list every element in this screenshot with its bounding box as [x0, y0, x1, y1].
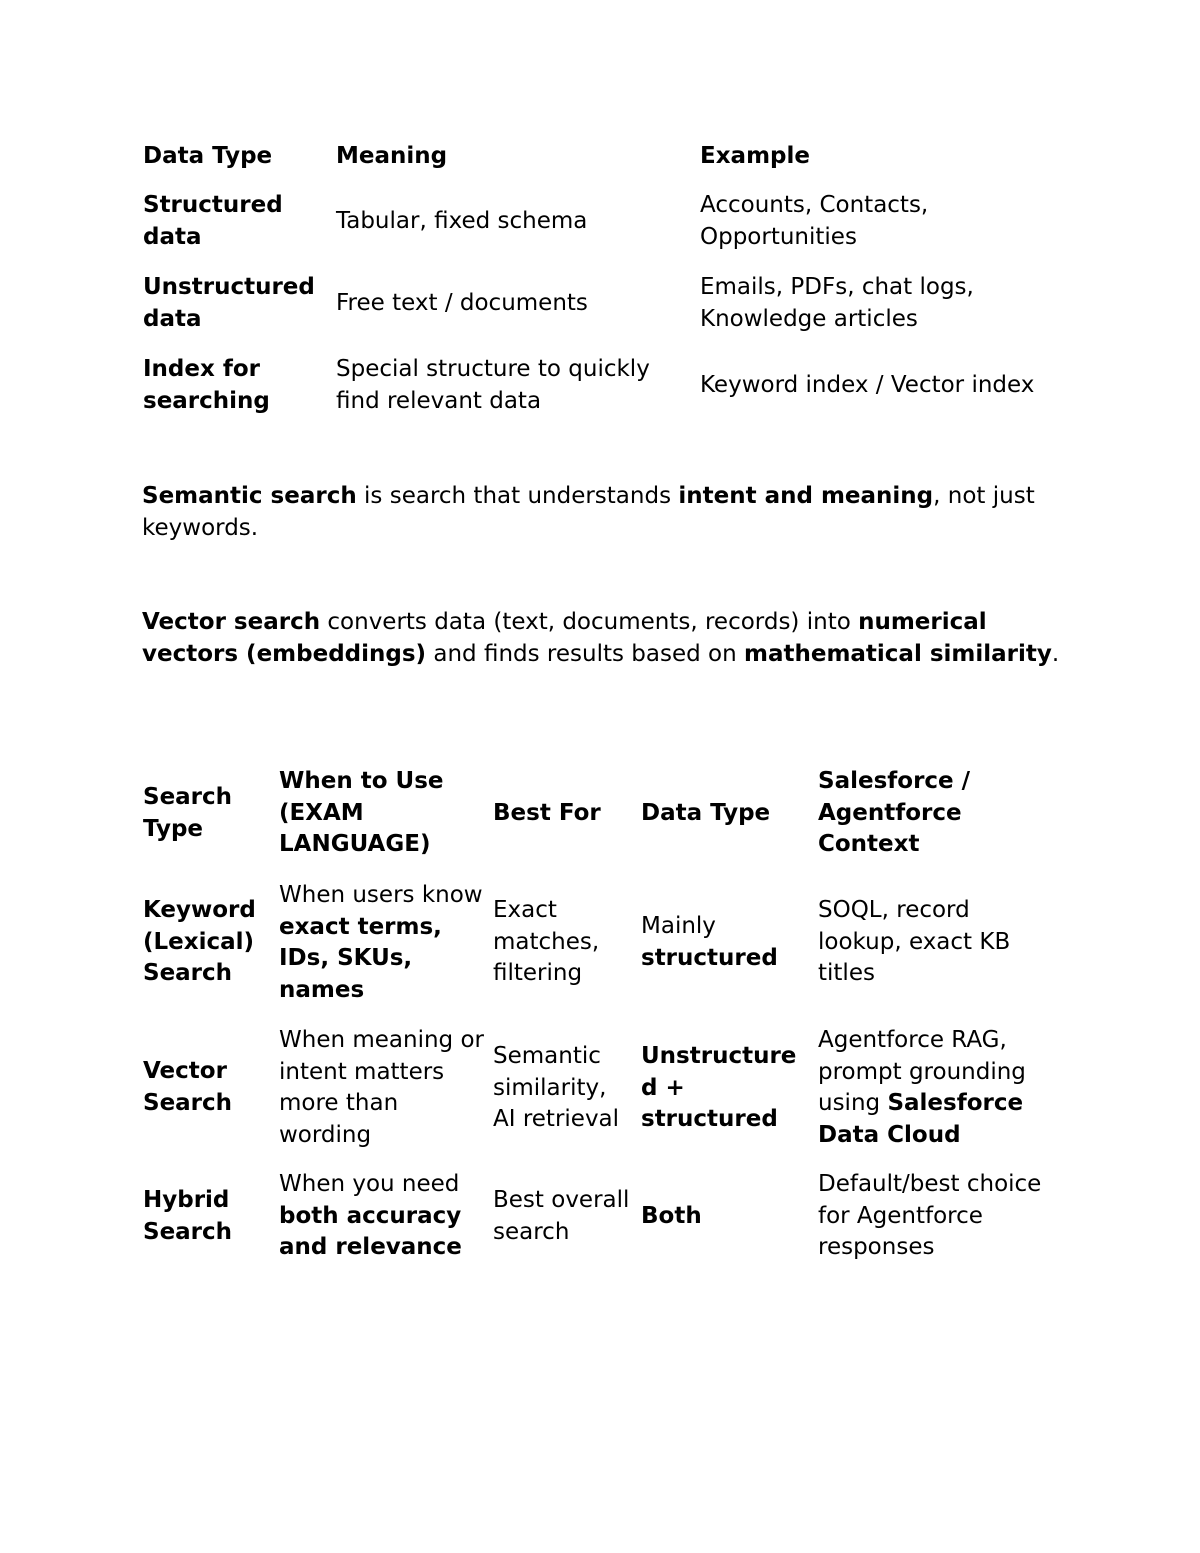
table2-row2-c1-line1: Vector — [143, 1058, 227, 1084]
table2-row3-c1-line1: Hybrid — [143, 1187, 230, 1213]
table2-row3-when-to-use — [279, 1169, 489, 1264]
table1-row1-example — [700, 190, 1080, 253]
table2-row1-c1-line3: Search — [143, 960, 233, 986]
para2-text-3: . — [1051, 640, 1060, 667]
table2-row2-when-to-use — [279, 1025, 489, 1151]
table2-row2-c3-line3: AI retrieval — [493, 1106, 620, 1132]
table2-row3-c5-line1: Default/best choice — [818, 1171, 1042, 1197]
table2-row2-c5-line2: prompt grounding — [818, 1058, 1026, 1085]
table2-row2-c4-bold3: structured — [641, 1106, 778, 1132]
table2-row3-best-for — [493, 1185, 638, 1248]
table2-row3-context — [818, 1169, 1063, 1264]
table2-row1-c3-line2: matches, — [493, 928, 600, 955]
table2-row2-c5-using: using — [818, 1090, 888, 1116]
table2-header-data-type: Data Type — [641, 800, 771, 826]
table2-row2-search-type — [143, 1056, 273, 1119]
table1-row2-example — [700, 272, 1080, 335]
table1-header-data-type: Data Type — [143, 143, 273, 169]
table1-row3-type-line2: searching — [143, 387, 270, 414]
table2-row1-c2-bold2: IDs, SKUs, — [279, 945, 413, 971]
table1-row1-example-line2: Opportunities — [700, 223, 857, 250]
table2-row2-best-for — [493, 1041, 638, 1136]
table2-row1-when-to-use — [279, 880, 489, 1006]
table2-row3-c2-bold2: and relevance — [279, 1234, 462, 1260]
table2-header-search-type — [143, 782, 273, 845]
table2-header-c1-line1: Search — [143, 784, 233, 810]
table2-row2-c3-line2: similarity, — [493, 1074, 607, 1101]
table1-row2-type-line2: data — [143, 305, 202, 332]
table2-header-c2-line2: (EXAM — [279, 799, 364, 826]
table2-row2-c5-bold1: Salesforce — [887, 1090, 1024, 1116]
table2-row1-c3-line1: Exact — [493, 897, 557, 923]
table1-row2-meaning: Free text / documents — [336, 290, 588, 316]
table2-row1-c5-line2: lookup, exact KB — [818, 928, 1011, 955]
table2-row1-c5-line1: SOQL, record — [818, 897, 970, 923]
table2-row1-c2-line1: When users know — [279, 882, 483, 908]
table1-row1-type — [143, 190, 328, 253]
table2-row1-c2-bold3: names — [279, 976, 365, 1003]
table2-row1-context — [818, 895, 1063, 990]
table2-header-when-to-use — [279, 766, 489, 861]
para2-text-2: and finds results based on — [426, 640, 744, 667]
table2-row3-c2-line1: When you need — [279, 1171, 460, 1197]
table2-row1-c1-line2: (Lexical) — [143, 928, 255, 955]
table2-row2-c5-line1: Agentforce RAG, — [818, 1027, 1007, 1053]
table2-row3-c1-line2: Search — [143, 1218, 233, 1245]
table1-row1-type-line1: Structured — [143, 192, 283, 218]
para1-bold-phrase: intent and meaning — [678, 483, 934, 509]
table2-header-c5-line3: Context — [818, 831, 920, 857]
table1-row3-type — [143, 354, 328, 417]
table1-row3-type-line1: Index for — [143, 356, 260, 382]
table1-row2-example-line1: Emails, PDFs, chat logs, — [700, 274, 974, 300]
table2-row3-search-type — [143, 1185, 273, 1248]
table2-row2-context — [818, 1025, 1063, 1151]
table2-row3-c5-line2: for Agentforce — [818, 1202, 983, 1229]
table2-row2-c1-line2: Search — [143, 1089, 233, 1116]
table2-row2-c4-bold1: Unstructure — [641, 1043, 797, 1069]
table2-header-c2-line1: When to Use — [279, 768, 444, 794]
table2-row2-c2-line3: more than — [279, 1090, 399, 1116]
table2-row3-c3-line1: Best overall — [493, 1187, 630, 1213]
table2-row2-c4-bold2: d + — [641, 1074, 685, 1101]
para2-text-1: converts data (text, documents, records) into — [320, 609, 859, 635]
para1-text-2: , not just keywords. — [142, 483, 1035, 541]
table1-row1-meaning: Tabular, fixed schema — [336, 208, 588, 234]
table2-row1-search-type — [143, 895, 273, 990]
table2-row3-c2-bold1: both accuracy — [279, 1202, 462, 1229]
para1-bold-term: Semantic search — [142, 483, 357, 509]
vector-search-paragraph — [142, 607, 1072, 670]
table2-header-c2-line3: LANGUAGE) — [279, 831, 431, 857]
table2-row3-c3-line2: search — [493, 1218, 570, 1245]
table1-header-meaning: Meaning — [336, 143, 448, 169]
table1-row1-example-line1: Accounts, Contacts, — [700, 192, 929, 218]
table2-row2-c5-line3 — [818, 1088, 1063, 1120]
table2-header-c1-line2: Type — [143, 815, 204, 842]
table2-row1-best-for — [493, 895, 638, 990]
table2-row1-c4-bold1: structured — [641, 944, 778, 971]
table2-row2-c2-line2: intent matters — [279, 1058, 445, 1085]
table2-row1-c4-line1: Mainly — [641, 913, 716, 939]
table2-row2-c5-bold2: Data Cloud — [818, 1121, 961, 1148]
table2-row1-c1-line1: Keyword — [143, 897, 256, 923]
table2-row3-data-type: Both — [641, 1203, 702, 1229]
table1-row3-example: Keyword index / Vector index — [700, 372, 1035, 398]
table2-header-best-for: Best For — [493, 800, 601, 826]
table2-row2-c2-line1: When meaning or — [279, 1027, 484, 1053]
para1-text-1: is search that understands — [356, 483, 679, 509]
table1-row2-type — [143, 272, 328, 335]
table2-row2-data-type — [641, 1041, 811, 1136]
table2-row2-c3-line1: Semantic — [493, 1043, 601, 1069]
table2-row1-data-type — [641, 911, 811, 974]
table1-row2-type-line1: Unstructured — [143, 274, 315, 300]
table2-row1-c3-line3: filtering — [493, 960, 583, 986]
table2-row1-c5-line3: titles — [818, 960, 875, 986]
para2-bold-phrase-2: mathematical similarity — [743, 640, 1052, 667]
semantic-search-paragraph — [142, 481, 1072, 544]
table1-row3-meaning — [336, 354, 691, 417]
table2-header-context — [818, 766, 1063, 861]
table1-row3-meaning-line1: Special structure to quickly — [336, 356, 650, 382]
table2-header-c5-line1: Salesforce / — [818, 768, 971, 794]
table1-row2-example-line2: Knowledge articles — [700, 305, 918, 332]
table2-header-c5-line2: Agentforce — [818, 799, 962, 826]
table2-row2-c2-line4: wording — [279, 1121, 372, 1148]
table2-row3-c5-line3: responses — [818, 1234, 935, 1260]
para2-bold-term: Vector search — [142, 609, 321, 635]
table1-header-example: Example — [700, 143, 810, 169]
table1-row3-meaning-line2: find relevant data — [336, 387, 542, 414]
table2-row1-c2-bold1: exact terms, — [279, 913, 442, 940]
table1-row1-type-line2: data — [143, 223, 202, 250]
para2-bold-phrase-1: numerical vectors (embeddings) — [142, 609, 987, 667]
